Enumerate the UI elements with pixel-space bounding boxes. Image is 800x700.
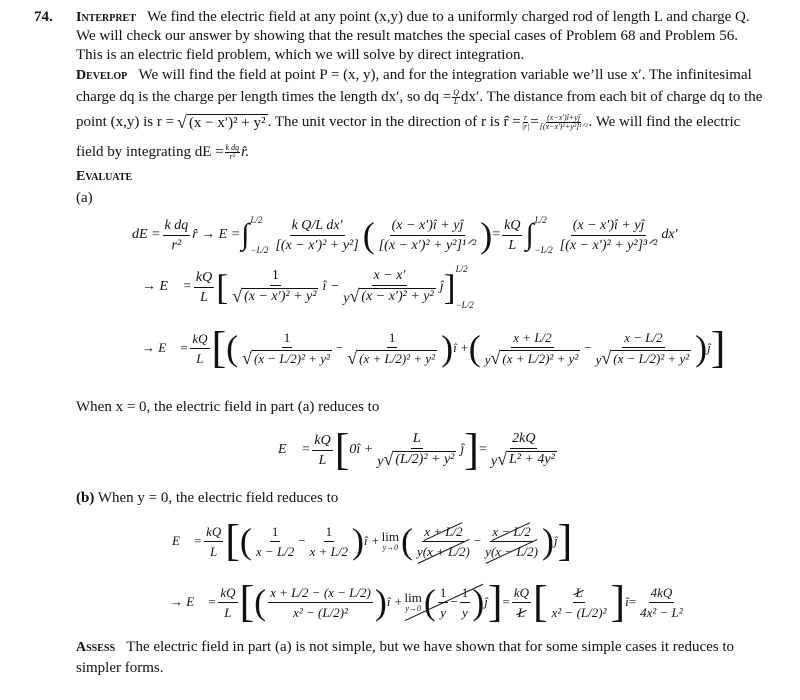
eq2-upper: L/2 (455, 264, 468, 274)
eq1-f3-num: (x − x′)î + yĵ (571, 217, 647, 236)
eq3-c-num: x + L/2 (511, 329, 553, 348)
eq5-d-den: y(x − L/2) (485, 543, 538, 559)
eq6-res-num: 4kQ (649, 584, 675, 603)
q-over-l-num: Q (453, 87, 460, 97)
rhat-frac-num: r (523, 112, 528, 122)
eq2-t2-den: (x − x′)² + y² (361, 289, 434, 304)
eq4-num: L (411, 430, 423, 449)
r-sqrt-expr: √ (x − x′)² + y² (177, 112, 266, 132)
eq6-b-den: x² − (L/2)² (551, 604, 607, 620)
eq6-jhat: ĵ (484, 594, 488, 609)
eq2-t1-num: 1 (270, 267, 281, 286)
equation-6: → E⃗ = $\frac{kQ}{L}$ [ ( $\frac{x + L/2 - (x - L/2)}{\text{x² − (L/2)²}}$ ) î + lim y→0 ( $\frac{1}{y}$ − $\frac{1}{y}$ ) ĵ ] = $\frac{kQ}{L}$ [ $\frac{L}{\text{x² − (L/2)²}}$ ] î = $\frac{4kQ}{\text{4x² − L²}}$ (170, 577, 683, 626)
eq6-a-den: x² − (L/2)² (293, 604, 348, 620)
develop-line-1 (76, 66, 752, 85)
eq6-lim: lim (404, 590, 422, 605)
eq3-d: x − L/2 y √ (x − L/2)² + y² (595, 329, 690, 368)
eq1-f3-den: [(x − x′)² + y²]³ᐟ² (559, 237, 658, 253)
eq3-jhat: ĵ (707, 340, 711, 355)
eq2-ihat: î − (322, 279, 340, 294)
interpret-line-1 (76, 8, 750, 27)
eq3-minus-1: − (335, 340, 344, 355)
eq6-ihat: î (625, 594, 629, 609)
eq1-equals: = (492, 227, 501, 242)
eq6-struck-limit: lim y→0 ( $\frac{1}{y}$ − $\frac{1}{y}$ ) (404, 582, 485, 622)
problem-number: 74. (34, 9, 53, 25)
eq3-y-1: y (484, 351, 491, 367)
develop-line-3: point (x,y) is r = √ (x − x′)² + y² . The unit vector in the direction of r is r̂ = $\frac{r}{|r|}$ = (x−x′)î+yĵ [(x−x′)²+y²]¹ᐟ² . We will find the electric (76, 112, 741, 132)
develop-text-2a: charge dq is the charge per length times the length dx′, so dq = (76, 89, 452, 105)
eq1-lower: −L/2 (250, 245, 269, 255)
develop-text-3b: . The unit vector in the direction of r is r̂ = (267, 114, 521, 130)
eq1-upper: L/2 (250, 215, 263, 225)
develop-line-4 (76, 143, 249, 161)
eq2-term-1: 1 √ (x − x′)² + y² (232, 268, 317, 306)
eq1-f2-den: [(x − x′)² + y²]¹ᐟ² (378, 237, 477, 253)
eq1-dx: dx′ (661, 227, 678, 242)
eq6-ihat-plus: î + (386, 594, 403, 609)
rhat-vec-num: (x−x′)î+yĵ (547, 112, 581, 122)
eq1-f1-num: k Q/L dx′ (290, 217, 345, 236)
x0-text: When x = 0, the electric field in part (a) reduces to (76, 399, 380, 415)
assess-heading: Assess (76, 640, 116, 655)
q-over-l-fraction (452, 89, 460, 106)
equation-2: → E⃗ = $\frac{kQ}{L}$ [ 1 √ (x − x′)² + y² î − x − x′ y √ (x − x′)² + y² ĵ ] L/2 −L/2 (142, 264, 474, 310)
eq1-frac-3 (558, 217, 660, 254)
eq6-result (638, 584, 685, 621)
eq4-res-num: 2kQ (510, 430, 537, 449)
develop-text-3a: point (x,y) is r = (76, 114, 175, 130)
assess-line-2: simpler forms. (76, 660, 164, 676)
develop-text-4b: r̂. (241, 144, 250, 160)
eq2-jhat: ĵ (439, 279, 444, 294)
eq4-lead: E⃗ = (278, 442, 311, 457)
q-over-l-den: L (453, 96, 459, 106)
eq2-lower: −L/2 (455, 300, 474, 310)
eq2-term-2: x − x′ y √ (x − x′)² + y² (343, 268, 434, 306)
develop-text-2b: dx′. The distance from each bit of charge dq to the (461, 89, 763, 105)
eq3-ihat-plus: î + (453, 340, 469, 355)
eq6-res-den: 4x² − L² (640, 604, 683, 620)
eq3-b: 1 √ (x + L/2)² + y² (347, 329, 436, 368)
eq3-c: x + L/2 y √ (x + L/2)² + y² (484, 329, 579, 368)
eq5-lim: lim (381, 529, 400, 544)
part-b-text: When y = 0, the electric field reduces to (97, 490, 339, 506)
eq1-rhat: r̂ → E = (192, 227, 241, 242)
dE-fraction (225, 144, 241, 161)
part-b-line (76, 489, 338, 507)
eq1-frac-2 (377, 217, 479, 254)
eq3-a: 1 √ (x − L/2)² + y² (242, 329, 330, 368)
develop-line-2 (76, 88, 762, 106)
equation-4: E⃗ = $\frac{kQ}{L}$ [ 0î + L y √ (L/2)² + y² ĵ ] = 2kQ y √ L² + 4y² (278, 420, 561, 480)
eq4-den: (L/2)² + y² (395, 452, 455, 467)
develop-text-4a: field by integrating dE = (76, 144, 224, 160)
equation-5: E⃗ = $\frac{kQ}{L}$ [ ( $\frac{1}{x - L/2}$ − $\frac{1}{x + L/2}$ ) î + lim y→0 ( $\frac{x + L/2}{y(x + L/2)}$ − $\frac{x - L/2}{y(x - L/2)}$ ) ĵ ] (172, 516, 573, 565)
eq5-minus: − (298, 533, 306, 548)
rhat-frac-den: |r| (521, 121, 530, 131)
eq4-jhat: ĵ (460, 442, 465, 457)
eq3-d-num: x − L/2 (622, 329, 664, 348)
dE-num: k dq (225, 142, 240, 152)
eq5-lim-sub: y→0 (382, 543, 399, 552)
eq1-lhs-den: r² (171, 237, 182, 253)
eq5-c (415, 523, 472, 560)
develop-text-3c: . We will find the electric (588, 114, 741, 130)
eq6-one: 1 (438, 584, 449, 603)
eq4-zero-i: 0î + (349, 442, 374, 457)
eq5-a-num: 1 (270, 523, 281, 542)
eq6-b-num: L (575, 584, 583, 600)
eq5-a-den: x − L/2 (255, 543, 295, 559)
eq1-f1-den: [(x − x′)² + y²] (275, 237, 359, 253)
rhat-vec-den: [(x−x′)²+y²]¹ᐟ² (539, 121, 588, 131)
eq3-b-num: 1 (387, 329, 398, 348)
eq6-equals-1: = (502, 594, 510, 609)
eq2-t2-num: x − x′ (372, 267, 408, 286)
eq6-a (268, 584, 373, 621)
eq4-equals: = (478, 442, 487, 457)
assess-line-1 (76, 638, 734, 657)
eq5-c-den: y(x + L/2) (417, 543, 470, 559)
eq3-d-den: (x − L/2)² + y² (613, 350, 690, 366)
eq3-lead: → E⃗ = (142, 340, 189, 355)
eq3-a-den: (x − L/2)² + y² (254, 350, 330, 366)
eq5-lead: E⃗ = (172, 533, 203, 548)
interpret-text-1: We find the electric field at any point (x,y) due to a uniformly charged rod of length L and charge Q. (147, 9, 750, 25)
eq1-frac-1 (273, 217, 360, 254)
integral-sign: ∫ (241, 218, 250, 251)
interpret-line-2: We will check our answer by showing that the result matches the special cases of Problem 68 and Problem 56. (76, 28, 738, 44)
eq4-frac: L y √ (L/2)² + y² (377, 431, 455, 469)
interpret-line-3: This is an electric field problem, which we will solve by direct integration. (76, 47, 525, 63)
eq5-jhat: ĵ (553, 533, 558, 548)
part-b-label: (b) (76, 490, 95, 506)
eq5-b-num: 1 (324, 523, 335, 542)
eq4-res-den: L² + 4y² (508, 452, 555, 467)
part-a-label: (a) (76, 190, 93, 206)
eq2-lead: → E⃗ = (142, 279, 192, 294)
eq6-l: L (517, 604, 526, 620)
eq5-limit (382, 530, 399, 552)
interpret-heading: Interpret (76, 10, 136, 25)
eq6-a-num: x + L/2 − (x − L/2) (268, 584, 373, 603)
eq3-c-den: (x + L/2)² + y² (502, 350, 579, 366)
dE-den: r² (229, 151, 236, 161)
eq6-minus: − (450, 594, 458, 609)
eq6-b (550, 584, 609, 621)
eq2-t1-den: (x − x′)² + y² (244, 289, 317, 304)
eq6-lead: → E⃗ = (170, 594, 217, 609)
eq3-b-den: (x + L/2)² + y² (359, 350, 436, 366)
eq1-l: L (508, 237, 517, 253)
develop-heading: Develop (76, 68, 128, 83)
eq3-a-num: 1 (282, 329, 293, 348)
equation-3: → E⃗ = $\frac{kQ}{L}$ [ ( 1 √ (x − L/2)² + y² − 1 √ (x + L/2)² + y² ) î + ( x + L/2 y √ (x + L/2)² + y² − x − L/2 y √ (x − L/2)² + y² ) ĵ ] (142, 323, 726, 372)
eq4-result: 2kQ y √ L² + 4y² (490, 431, 555, 469)
r-over-abs-r (522, 114, 530, 131)
equation-1: dE = $\frac{\text{k dq}}{\text{r²}}$ r̂ → E = ∫ L/2 −L/2 $\frac{\text{k Q/L dx′}}{\text{[(x − x′)² + y²]}}$ ( $\frac{(x - x')î + yĵ}{\text{[(x − x′)² + y²]¹ᐟ²}}$ ) = $\frac{kQ}{L}$ ∫ L/2 −L/2 $\frac{(x - x')î + yĵ}{\text{[(x − x′)² + y²]³ᐟ²}}$ dx′ (132, 215, 678, 255)
rhat-vector-fraction (540, 114, 588, 131)
integral-sign-2: ∫ (525, 218, 534, 251)
eq5-d (483, 523, 540, 560)
eq5-b (308, 523, 350, 560)
eq5-a (254, 523, 296, 560)
eq5-b-den: x + L/2 (309, 543, 349, 559)
eq5-c-num: x + L/2 (424, 523, 463, 539)
eq4-y: y (377, 454, 384, 469)
eq6-kq: kQ (512, 584, 531, 603)
eq5-d-num: x − L/2 (492, 523, 531, 539)
r-expr: (x − x′)² + y² (188, 115, 266, 131)
eq1-kq: kQ (502, 217, 522, 236)
eq1-lhs-frac (163, 217, 191, 254)
eq5-ihat-plus: î + (364, 533, 380, 548)
eq1-f2-num: (x − x′)î + yĵ (390, 217, 466, 236)
eq1-kq-frac (502, 217, 522, 254)
eq6-y: y (440, 604, 446, 620)
assess-text-1: The electric field in part (a) is not simple, but we have shown that for some simple cases it reduces to (126, 639, 735, 655)
evaluate-heading: Evaluate (76, 169, 133, 184)
eq1-lhs-num: k dq (163, 217, 191, 236)
eq2-y: y (343, 291, 350, 306)
develop-text-1: We will find the field at point P = (x, y), and for the integration variable we’ll use x′. The infinitesimal (138, 67, 752, 83)
eq6-lim-sub: y→0 (405, 604, 421, 613)
